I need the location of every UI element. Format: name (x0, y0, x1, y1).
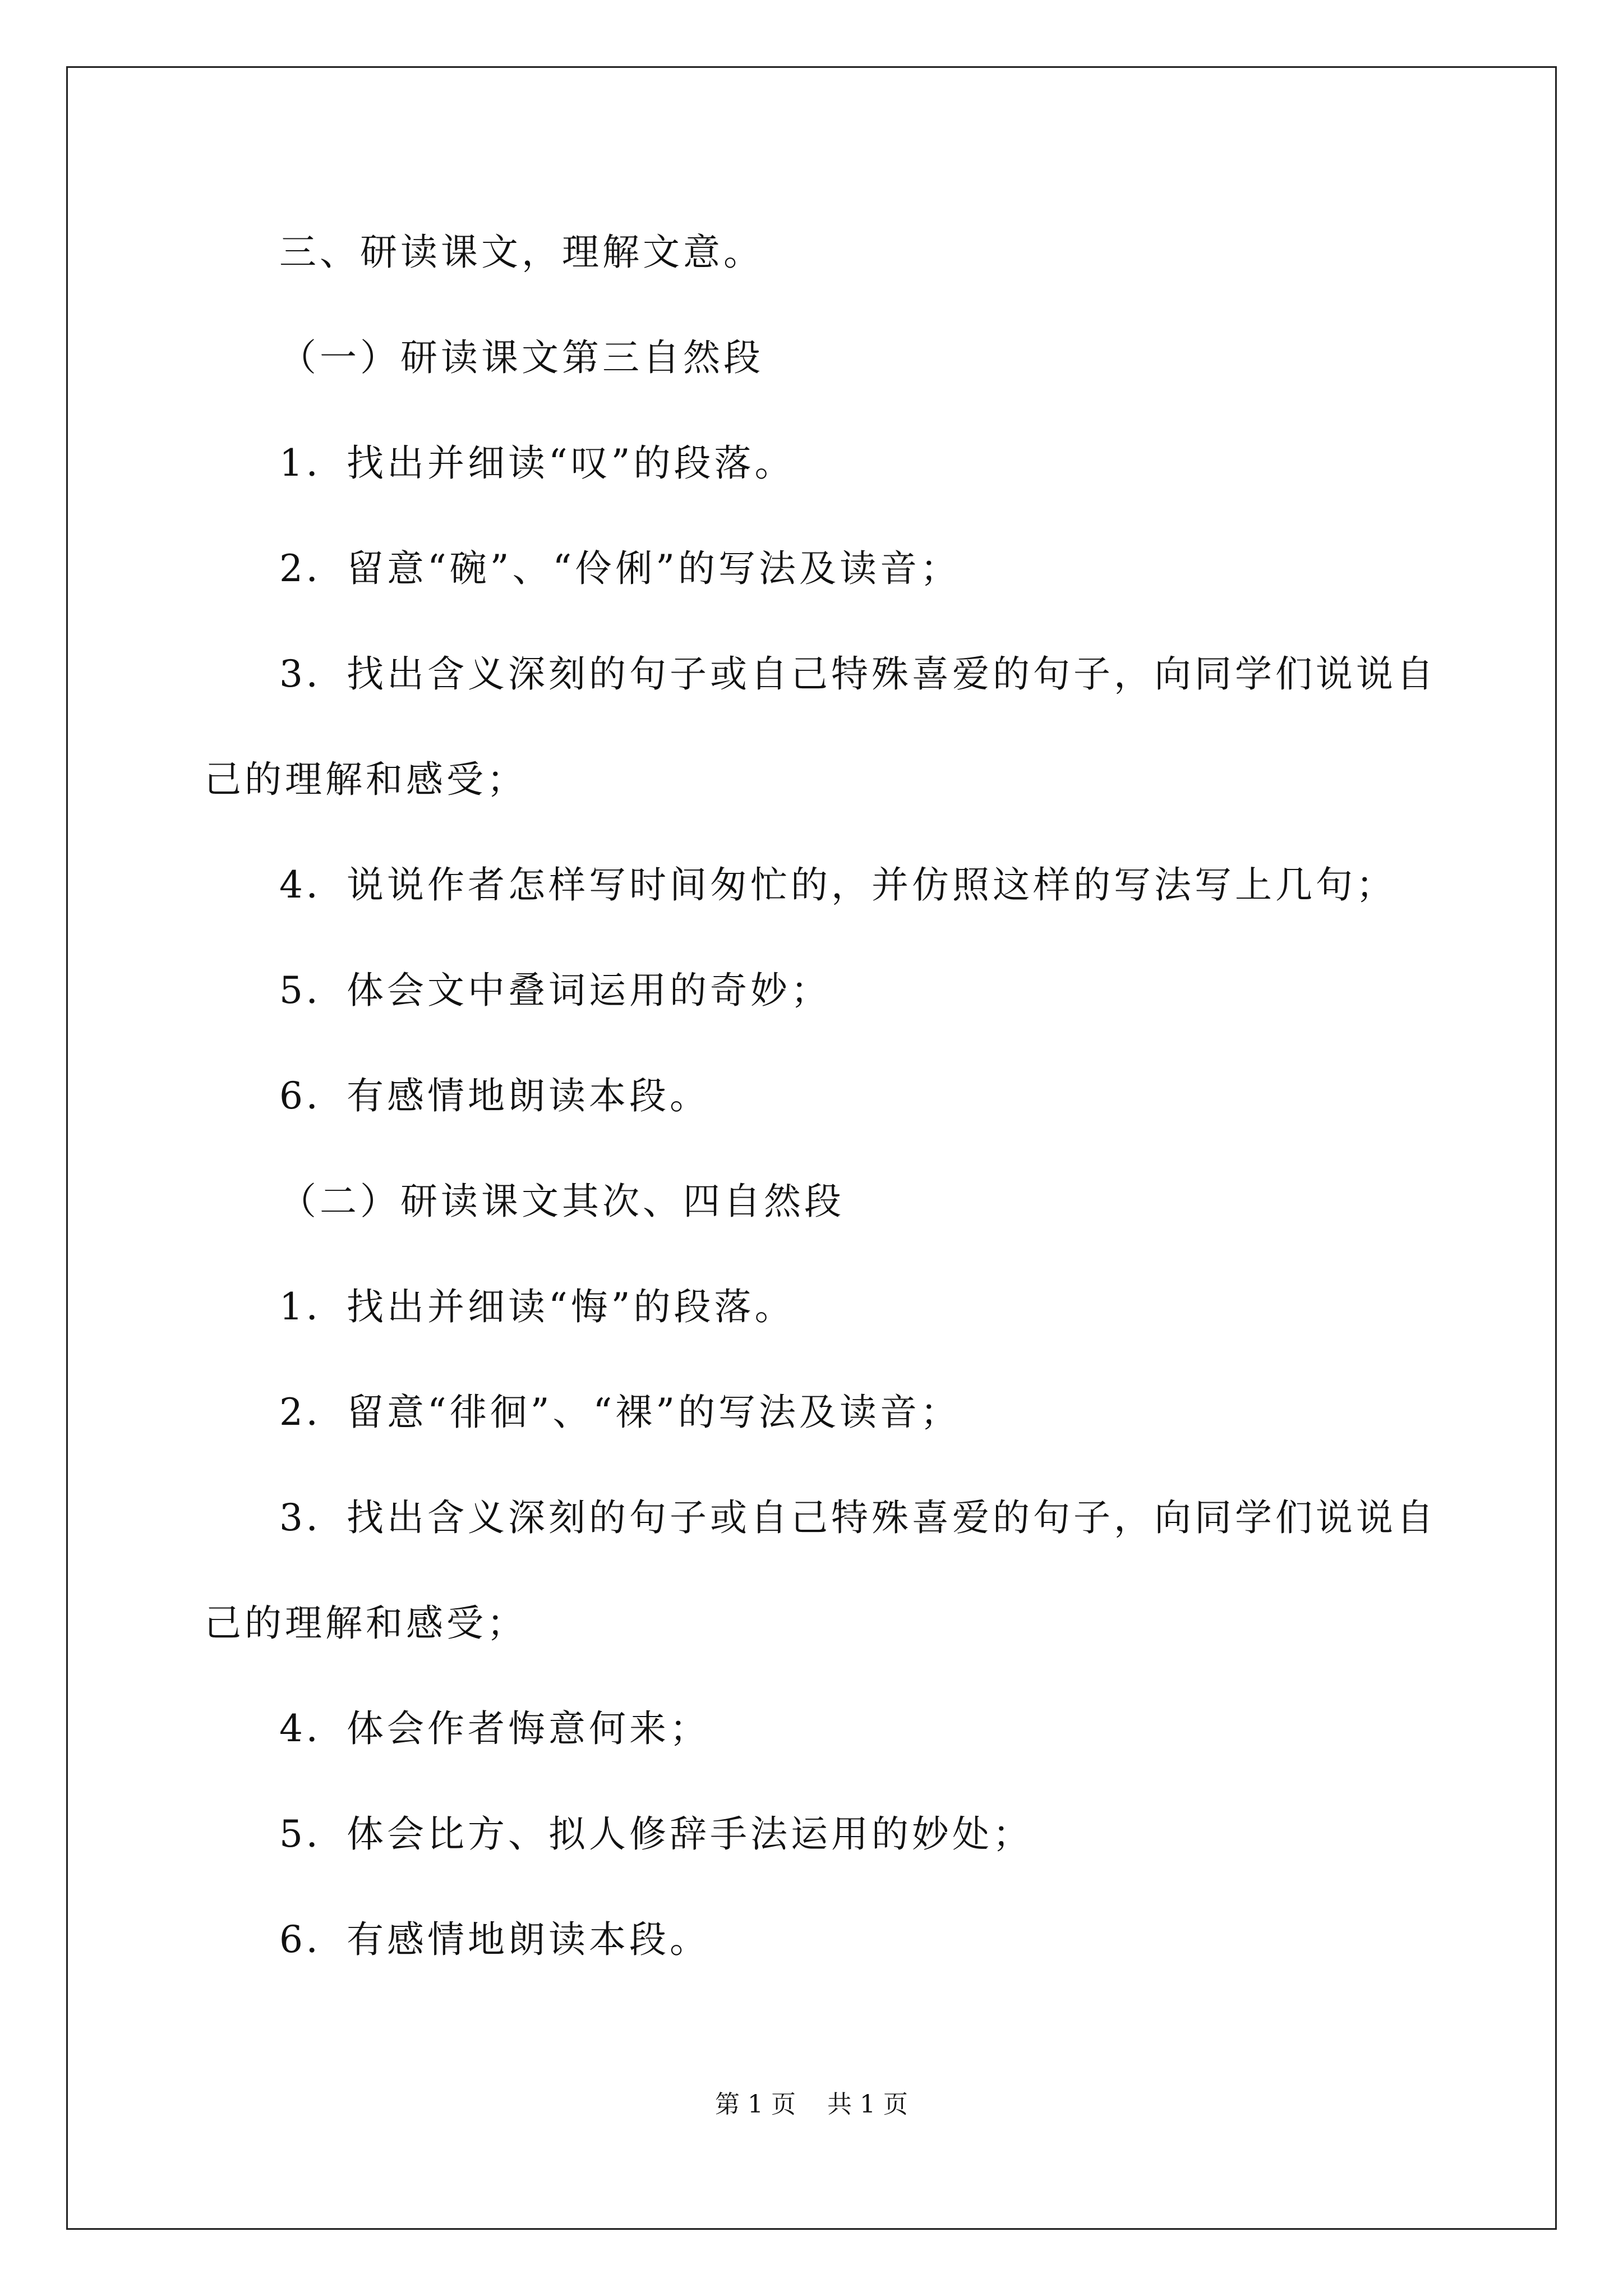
list-item: 6．有感情地朗读本段。 (279, 1918, 710, 1961)
list-item: 5．体会比方、拟人修辞手法运用的妙处； (279, 1812, 1033, 1856)
list-item-continuation: 己的理解和感受； (204, 1602, 527, 1645)
section-heading: 三、研读课文，理解文意。 (279, 231, 764, 274)
list-item: 4．说说作者怎样写时间匆忙的，并仿照这样的写法写上几句； (279, 863, 1396, 907)
list-item: 2．留意“徘徊”、“裸”的写法及读音； (279, 1391, 961, 1434)
list-item: 4．体会作者悔意何来； (279, 1707, 710, 1750)
list-item: 5．体会文中叠词运用的奇妙； (279, 969, 831, 1012)
list-item: 6．有感情地朗读本段。 (279, 1074, 710, 1117)
list-item: 2．留意“碗”、“伶俐”的写法及读音； (279, 547, 961, 590)
subsection-heading: （二）研读课文其次、四自然段 (279, 1180, 845, 1223)
page-border (66, 66, 1557, 2230)
subsection-heading: （一）研读课文第三自然段 (279, 336, 764, 379)
list-item: 1．找出并细读“悔”的段落。 (279, 1285, 795, 1328)
list-item: 3．找出含义深刻的句子或自己特殊喜爱的句子，向同学们说说自 (279, 652, 1437, 696)
page-number-footer: 第 1 页 共 1 页 (715, 2090, 908, 2119)
list-item: 1．找出并细读“叹”的段落。 (279, 441, 795, 485)
list-item-continuation: 己的理解和感受； (204, 758, 527, 801)
list-item: 3．找出含义深刻的句子或自己特殊喜爱的句子，向同学们说说自 (279, 1496, 1437, 1539)
